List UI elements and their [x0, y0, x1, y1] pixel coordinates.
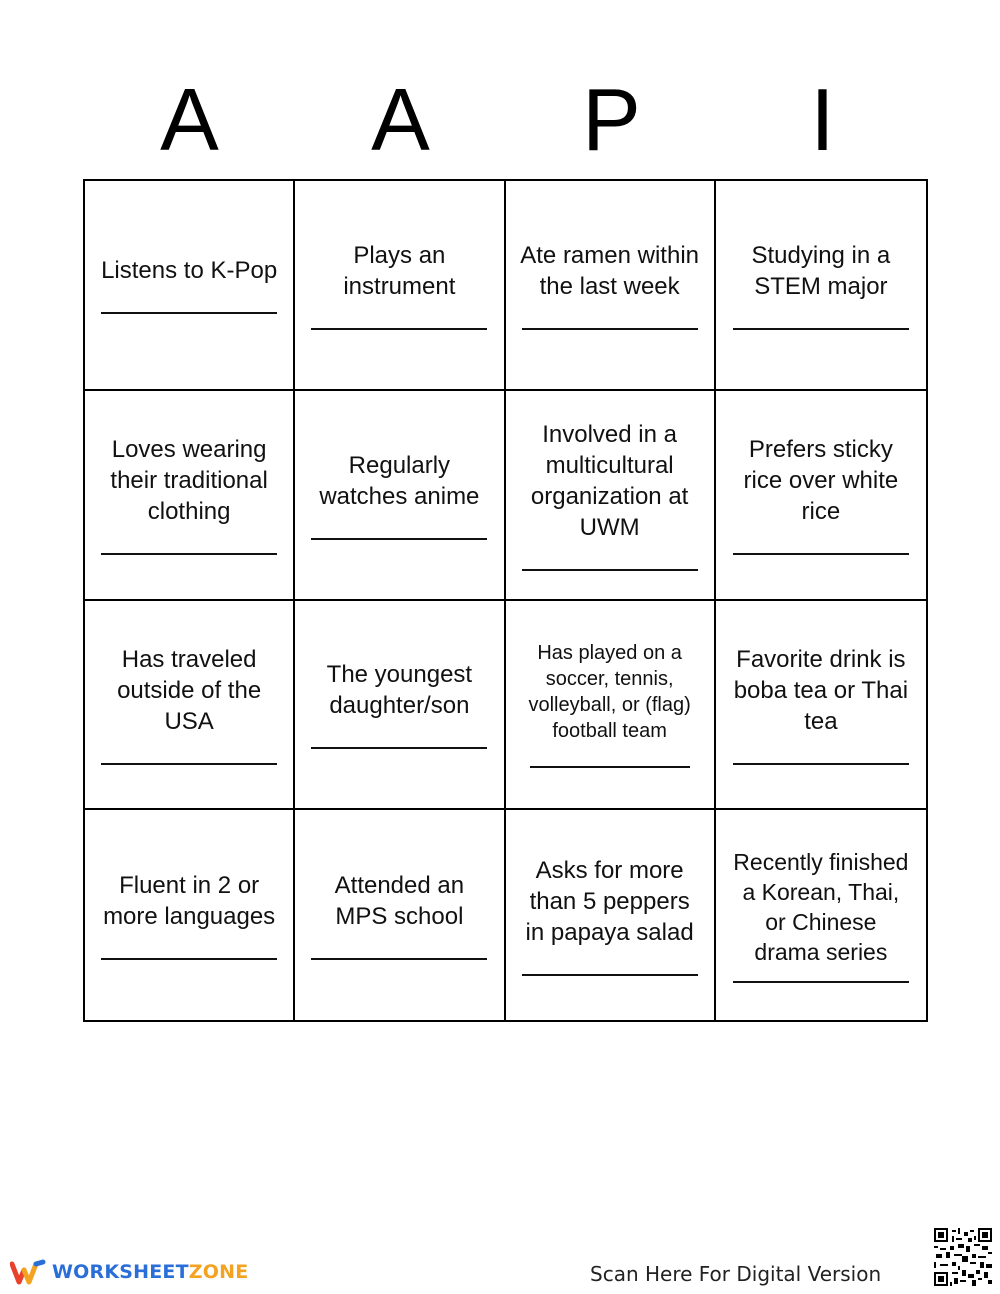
header-letter-1: A — [160, 70, 219, 169]
bingo-cell[interactable] — [716, 810, 926, 1020]
bingo-cell[interactable] — [295, 391, 505, 601]
header-letter-2: A — [371, 70, 430, 169]
cell-text: Has played on a soccer, tennis, volleyball, or (flag) football team — [528, 642, 691, 743]
cell-text: Fluent in 2 or more languages — [103, 872, 276, 931]
bingo-cell[interactable] — [85, 810, 295, 1020]
bingo-cell[interactable] — [295, 181, 505, 391]
signature-line[interactable] — [311, 958, 487, 960]
qr-code-icon[interactable] — [934, 1228, 992, 1286]
signature-line[interactable] — [311, 747, 487, 749]
signature-line[interactable] — [101, 312, 277, 314]
bingo-cell[interactable] — [506, 391, 716, 601]
cell-text: Loves wearing their traditional clothing — [110, 436, 268, 526]
brand-name: WORKSHEETZONE — [52, 1261, 249, 1283]
bingo-cell[interactable] — [506, 810, 716, 1020]
cell-text: Listens to K-Pop — [101, 257, 278, 285]
signature-line[interactable] — [311, 328, 487, 330]
signature-line[interactable] — [522, 974, 698, 976]
bingo-cell[interactable] — [295, 810, 505, 1020]
signature-line[interactable] — [101, 553, 277, 555]
bingo-cell[interactable] — [716, 391, 926, 601]
signature-line[interactable] — [522, 328, 698, 330]
bingo-cell[interactable] — [295, 601, 505, 811]
bingo-header — [84, 70, 928, 170]
cell-text: Asks for more than 5 peppers in papaya salad — [525, 856, 694, 946]
cell-text: Involved in a multicultural organization at UWM — [530, 420, 689, 541]
worksheetzone-logo[interactable] — [10, 1258, 248, 1286]
signature-line[interactable] — [733, 328, 909, 330]
signature-line[interactable] — [101, 763, 277, 765]
worksheetzone-logo-icon — [10, 1258, 46, 1286]
header-letter-3: P — [582, 70, 641, 169]
cell-text: The youngest daughter/son — [326, 661, 473, 720]
bingo-cell[interactable] — [85, 391, 295, 601]
cell-text: Regularly watches anime — [319, 451, 480, 510]
cell-text: Prefers sticky rice over white rice — [743, 436, 899, 526]
signature-line[interactable] — [101, 958, 277, 960]
signature-line[interactable] — [530, 766, 690, 768]
cell-text: Ate ramen within the last week — [520, 241, 699, 300]
cell-text: Attended an MPS school — [334, 872, 465, 931]
scan-caption: Scan Here For Digital Version — [590, 1262, 882, 1286]
cell-text: Favorite drink is boba tea or Thai tea — [733, 645, 909, 735]
signature-line[interactable] — [733, 981, 909, 983]
cell-text: Studying in a STEM major — [751, 241, 891, 300]
cell-text: Has traveled outside of the USA — [117, 645, 262, 735]
bingo-cell[interactable] — [85, 181, 295, 391]
cell-text: Plays an instrument — [343, 241, 456, 300]
signature-line[interactable] — [311, 538, 487, 540]
bingo-cell[interactable] — [85, 601, 295, 811]
bingo-cell[interactable] — [506, 601, 716, 811]
signature-line[interactable] — [522, 569, 698, 571]
cell-text: Recently finished a Korean, Thai, or Chinese drama series — [733, 849, 909, 966]
bingo-cell[interactable] — [716, 181, 926, 391]
bingo-cell[interactable] — [716, 601, 926, 811]
signature-line[interactable] — [733, 553, 909, 555]
bingo-cell[interactable] — [506, 181, 716, 391]
bingo-grid — [83, 179, 928, 1022]
signature-line[interactable] — [733, 763, 909, 765]
header-letter-4: I — [810, 70, 835, 169]
